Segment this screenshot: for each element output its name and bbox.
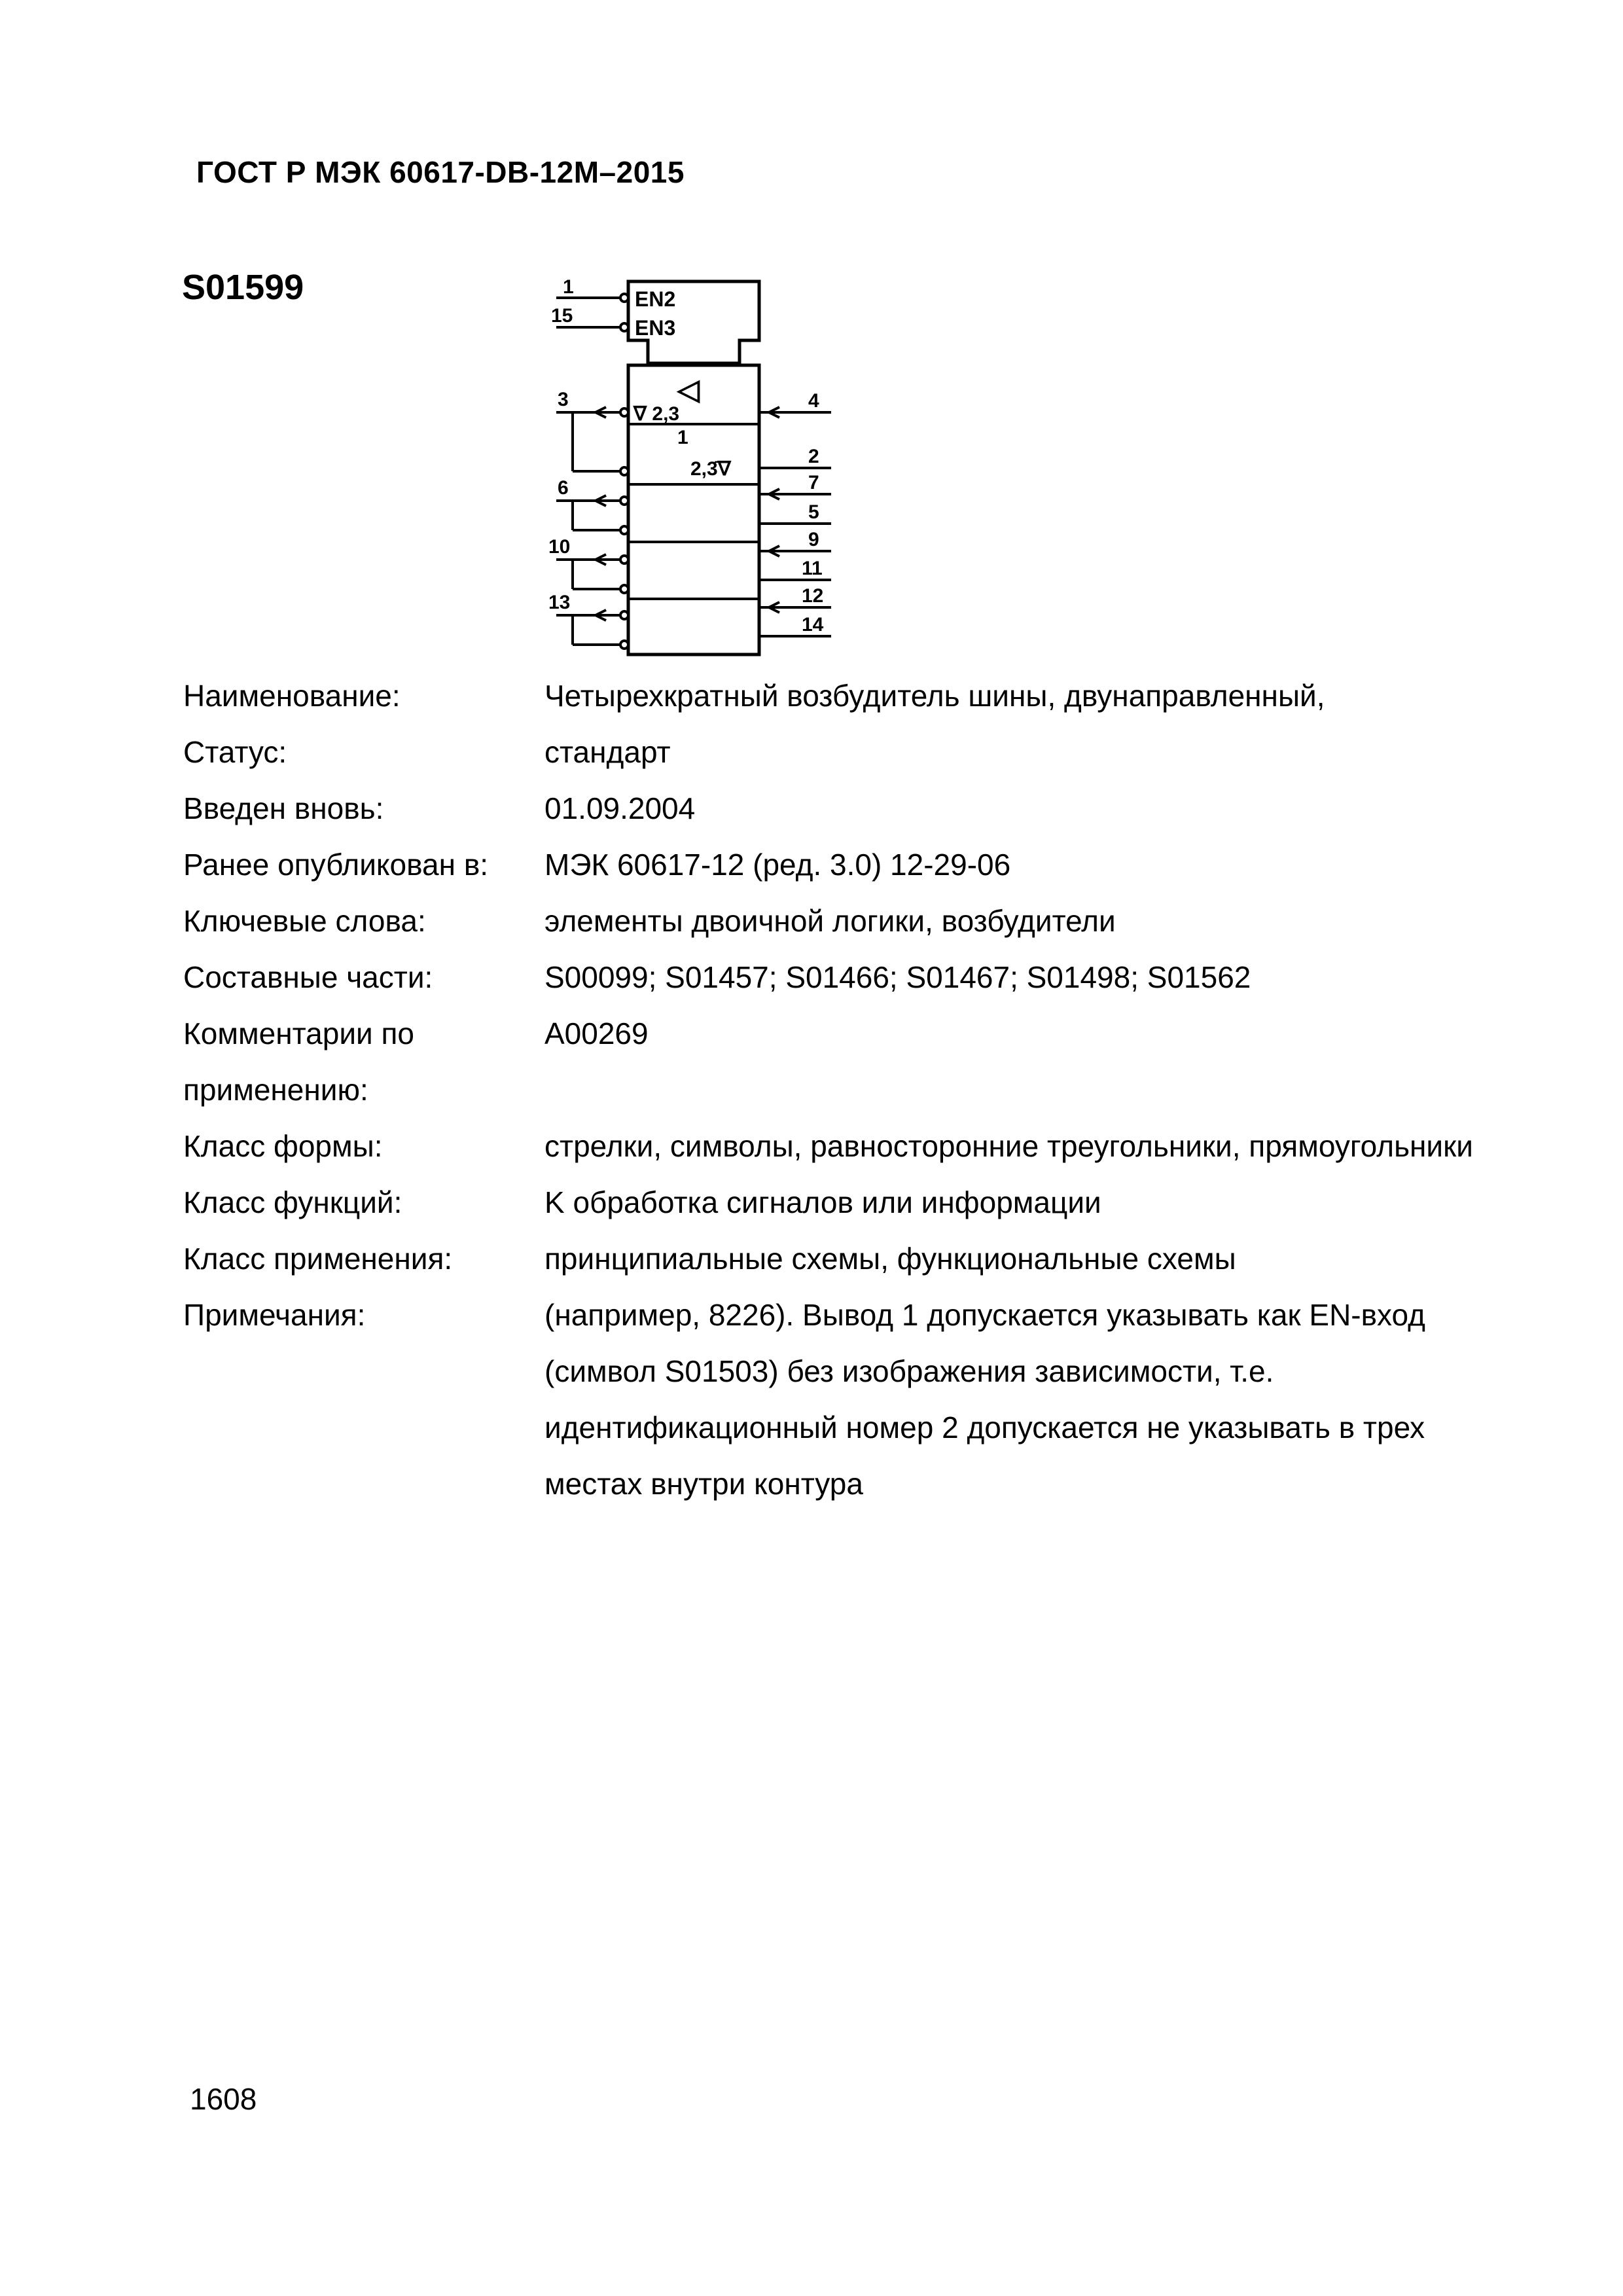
enable-label: EN3 (635, 316, 676, 340)
amplifier-triangle-icon: ◁ (677, 374, 700, 406)
pin-number: 4 (808, 390, 819, 412)
property-row-published-in (183, 836, 1525, 893)
property-row-keywords (183, 893, 1525, 949)
pin-number: 15 (551, 305, 573, 327)
pin-number: 12 (802, 585, 824, 607)
dependency-label: 1 (677, 427, 688, 448)
property-label: Примечания: (183, 1298, 366, 1332)
logic-symbol-figure (543, 268, 851, 674)
property-row-status (183, 724, 1525, 780)
property-value: (например, 8226). Вывод 1 допускается указывать как EN-вход (символ S01503) без изображения зависимости, т.е. идентификационный номер 2 допускается не указывать в трех местах внутри контура (544, 1298, 1425, 1501)
property-value: A00269 (544, 1016, 649, 1050)
property-label: Класс формы: (183, 1129, 383, 1163)
property-row-shape-class (183, 1118, 1525, 1174)
property-label: Ранее опубликован в: (183, 848, 489, 882)
pin-number: 14 (802, 614, 824, 636)
property-label: Класс применения: (183, 1242, 453, 1276)
property-value: 01.09.2004 (544, 791, 696, 825)
property-value: S00099; S01457; S01466; S01467; S01498; S01562 (544, 960, 1251, 994)
pin-number: 13 (548, 592, 571, 613)
property-row-components (183, 949, 1525, 1005)
property-value: стрелки, символы, равносторонние треугольники, прямоугольники (544, 1129, 1473, 1163)
left-pin-group (556, 495, 628, 534)
pin-number: 7 (808, 472, 819, 493)
property-value: K обработка сигналов или информации (544, 1185, 1101, 1219)
property-label: Комментарии по применению: (183, 1016, 414, 1107)
property-label: Введен вновь: (183, 791, 384, 825)
left-pin-group (556, 554, 628, 593)
pin-number: 1 (563, 276, 574, 298)
pin-number: 9 (808, 529, 819, 550)
pin-number: 10 (548, 536, 571, 558)
property-label: Класс функций: (183, 1185, 402, 1219)
pin-number: 6 (558, 477, 569, 499)
property-row-application-class (183, 1230, 1525, 1287)
property-label: Наименование: (183, 679, 401, 713)
symbol-properties (183, 668, 1525, 1512)
property-value: Четырехкратный возбудитель шины, двунаправленный, (544, 679, 1325, 713)
dependency-label: 2,3̄∇ (690, 458, 731, 480)
property-label: Составные части: (183, 960, 433, 994)
negation-circle (620, 323, 628, 331)
property-value: элементы двоичной логики, возбудители (544, 904, 1116, 938)
property-row-application-notes (183, 1005, 1525, 1118)
negation-circle (620, 294, 628, 302)
pin-number: 3 (558, 389, 569, 410)
enable-label: EN2 (635, 287, 676, 311)
property-row-notes (183, 1287, 1525, 1512)
property-row-name (183, 668, 1525, 724)
pin-number: 11 (802, 558, 823, 579)
property-value: стандарт (544, 735, 671, 769)
property-row-function-class (183, 1174, 1525, 1230)
pin-number: 2 (808, 446, 819, 467)
bus-driver-diagram (543, 268, 851, 674)
symbol-code: S01599 (182, 268, 304, 307)
document-header: ГОСТ Р МЭК 60617-DB-12M–2015 (196, 155, 685, 189)
dependency-label: ∇ 2,3 (633, 403, 680, 425)
property-row-introduced (183, 780, 1525, 836)
property-value: принципиальные схемы, функциональные схемы (544, 1242, 1236, 1276)
page-number: 1608 (190, 2082, 257, 2116)
left-pin-group (556, 610, 628, 649)
left-pin-group (556, 407, 628, 475)
property-label: Статус: (183, 735, 287, 769)
pin-number: 5 (808, 501, 819, 523)
property-label: Ключевые слова: (183, 904, 426, 938)
property-value: МЭК 60617-12 (ред. 3.0) 12-29-06 (544, 848, 1011, 882)
